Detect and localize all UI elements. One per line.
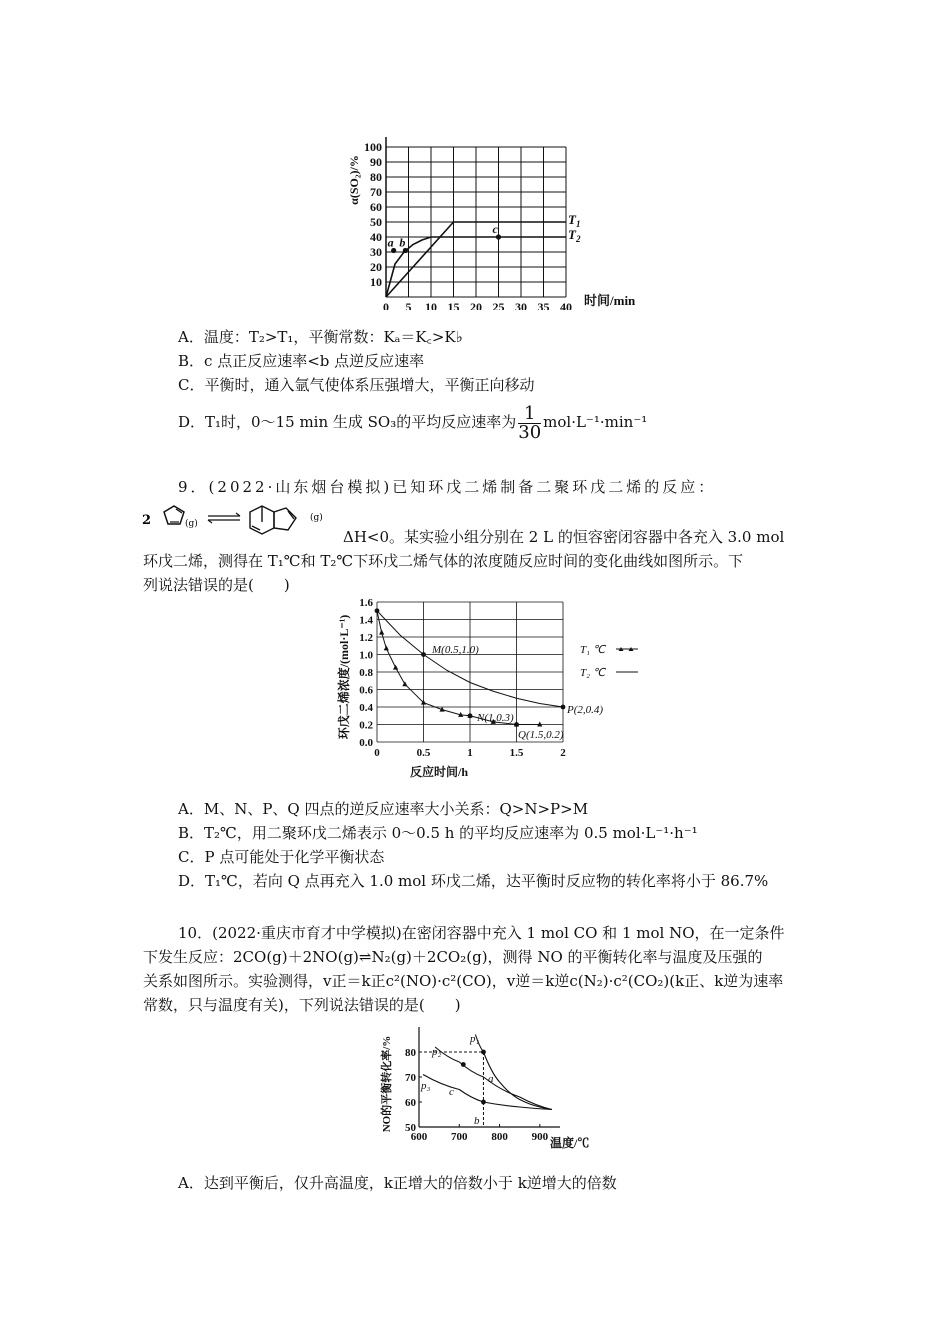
data-point-label-a: a xyxy=(387,235,394,250)
fraction-numerator: 1 xyxy=(518,405,541,424)
y-tick-label: 0.2 xyxy=(359,719,373,732)
y-tick-label: 50 xyxy=(405,1122,416,1134)
y-tick-label: 20 xyxy=(370,260,382,274)
x-tick-label: 2 xyxy=(560,747,566,759)
y-tick-label: 90 xyxy=(370,155,382,169)
q8-option-c: C．平衡时，通入氩气使体系压强增大，平衡正向移动 xyxy=(178,376,535,394)
y-tick-label: 0.0 xyxy=(359,737,373,749)
cyclopentadiene-concentration-chart xyxy=(330,592,660,782)
chart1-ylabel: α(SO₂)/% xyxy=(347,155,361,205)
series-t1-marker xyxy=(393,665,398,670)
x-tick-label: 1 xyxy=(467,747,473,759)
chart1-series-label-t1: $T_1$ xyxy=(568,212,581,229)
chart2-ylabel: 环戊二烯浓度/(mol·L⁻¹) xyxy=(337,614,351,740)
reactant-state: (g) xyxy=(185,519,198,529)
q8-option-d-text: D．T₁时，0～15 min 生成 SO₃的平均反应速率为 xyxy=(178,413,517,431)
so2-conversion-chart xyxy=(340,120,700,310)
chart3-ylabel: NO的平衡转化率/% xyxy=(381,1035,393,1133)
y-tick-label: 0.8 xyxy=(359,667,373,679)
y-tick-label: 100 xyxy=(364,140,382,154)
data-point-b xyxy=(481,1100,486,1105)
y-tick-label: 1.4 xyxy=(359,614,373,627)
y-tick-label: 50 xyxy=(370,215,382,229)
y-tick-label: 0.6 xyxy=(359,684,373,697)
chart3-xlabel: 温度/℃ xyxy=(550,1136,590,1150)
y-tick-label: 80 xyxy=(405,1047,416,1059)
q9-stem-line2: ΔH<0。某实验小组分别在 2 L 的恒容密闭容器中各充入 3.0 mol xyxy=(343,528,785,546)
cyclopentadiene-icon xyxy=(164,506,184,524)
y-tick-label: 70 xyxy=(370,185,382,199)
chart3-label-p1: p₁ xyxy=(470,1033,480,1045)
y-tick-label: 1.0 xyxy=(359,649,373,662)
q9-option-b: B．T₂℃，用二聚环戊二烯表示 0～0.5 h 的平均反应速率为 0.5 mol·L⁻¹·h⁻¹ xyxy=(178,824,698,842)
data-point-p xyxy=(561,705,566,710)
q10-stem-line4: 常数，只与温度有关)，下列说法错误的是( ) xyxy=(143,996,461,1014)
data-point-label-c: c xyxy=(492,222,498,236)
chart2-label-p: P(2,0.4) xyxy=(567,704,604,716)
data-point-n xyxy=(468,713,473,718)
series-line-t1 xyxy=(377,611,540,725)
chart2-label-q: Q(1.5,0.2) xyxy=(518,729,564,741)
chart2-xlabel: 反应时间/h xyxy=(410,765,469,779)
chart2-label-m: M(0.5,1.0) xyxy=(432,644,479,656)
chart3-label-p3: p₃ xyxy=(421,1080,431,1092)
q9-stem-line4: 列说法错误的是( ) xyxy=(143,576,290,594)
chart3-label-b: b xyxy=(474,1115,480,1127)
x-tick-label: 900 xyxy=(531,1131,549,1143)
series-t1-marker xyxy=(379,630,384,635)
start-point xyxy=(375,608,380,613)
x-tick-label: 40 xyxy=(560,300,572,310)
data-point-label-b: b xyxy=(399,235,406,250)
q8-option-d-fraction xyxy=(518,402,542,443)
y-tick-label: 30 xyxy=(370,245,382,259)
series-line-p2 xyxy=(435,1047,552,1110)
data-point-c xyxy=(461,1062,466,1067)
chart3-label-p2: p₂ xyxy=(432,1046,442,1058)
x-tick-label: 600 xyxy=(410,1131,428,1143)
q10-stem-line2: 下发生反应：2CO(g)＋2NO(g)⇌N₂(g)＋2CO₂(g)，测得 NO 的平衡转化率与温度及压强的 xyxy=(143,948,763,966)
x-tick-label: 15 xyxy=(447,300,460,310)
reaction-coefficient: 2 xyxy=(142,513,152,528)
y-tick-label: 40 xyxy=(370,230,382,244)
x-tick-label: 0.5 xyxy=(416,747,431,759)
x-tick-label: 1.5 xyxy=(509,747,524,759)
y-tick-label: 1.6 xyxy=(359,597,373,609)
chart3-label-a: a xyxy=(488,1073,494,1085)
q10-stem-line1: 10．(2022·重庆市育才中学模拟)在密闭容器中充入 1 mol CO 和 1 mol NO，在一定条件 xyxy=(178,924,785,942)
data-point-a xyxy=(481,1050,486,1055)
no-conversion-chart xyxy=(370,1012,610,1152)
x-tick-label: 10 xyxy=(425,300,437,310)
q9-option-d: D．T₁℃，若向 Q 点再充入 1.0 mol 环戊二烯，达平衡时反应物的转化率将小于 86.7% xyxy=(178,872,769,890)
y-tick-label: 80 xyxy=(370,170,382,184)
chart2-legend-t1: T₁ ℃ xyxy=(580,644,606,656)
y-tick-label: 0.4 xyxy=(359,702,373,714)
q8-option-b: B．c 点正反应速率<b 点逆反应速率 xyxy=(178,352,425,370)
equilibrium-arrow-icon xyxy=(208,513,240,523)
q9-option-a: A．M、N、P、Q 四点的逆反应速率大小关系：Q>N>P>M xyxy=(178,800,589,818)
product-state: (g) xyxy=(310,513,323,523)
data-point-q xyxy=(514,722,519,727)
y-tick-label: 1.2 xyxy=(359,632,373,644)
series-line-p1 xyxy=(475,1035,552,1110)
q10-option-a: A．达到平衡后，仅升高温度，k正增大的倍数小于 k逆增大的倍数 xyxy=(178,1174,617,1192)
q8-option-a: A．温度：T₂>T₁，平衡常数：Kₐ＝K꜀>K♭ xyxy=(178,328,463,346)
q9-option-c: C．P 点可能处于化学平衡状态 xyxy=(178,848,385,866)
chart1-xlabel: 时间/min xyxy=(584,293,636,308)
x-tick-label: 0 xyxy=(374,747,380,759)
chart2-label-n: N(1,0.3) xyxy=(477,712,514,724)
x-tick-label: 20 xyxy=(470,300,482,310)
q9-reaction-equation xyxy=(140,498,340,544)
x-tick-label: 700 xyxy=(451,1131,468,1143)
q9-stem-line1: 9．(2022·山东烟台模拟)已知环戊二烯制备二聚环戊二烯的反应： xyxy=(178,478,717,496)
x-tick-label: 5 xyxy=(405,300,412,310)
x-tick-label: 25 xyxy=(492,300,505,310)
q10-stem-line3: 关系如图所示。实验测得，v正＝k正c²(NO)·c²(CO)，v逆＝k逆c(N₂)·c²(CO₂)(k正、k逆为速率 xyxy=(143,972,784,990)
x-tick-label: 30 xyxy=(515,300,527,310)
q9-stem-line3: 环戊二烯，测得在 T₁℃和 T₂℃下环戊二烯气体的浓度随反应时间的变化曲线如图所示。下 xyxy=(143,552,744,570)
fraction-denominator: 30 xyxy=(518,421,542,443)
series-t1-marker xyxy=(384,645,389,650)
x-tick-label: 35 xyxy=(537,300,550,310)
y-tick-label: 60 xyxy=(370,200,382,214)
chart3-label-c: c xyxy=(449,1086,454,1098)
y-tick-label: 60 xyxy=(405,1097,416,1109)
dicyclopentadiene-icon xyxy=(250,506,296,534)
chart2-legend-t2: T₂ ℃ xyxy=(580,667,606,679)
y-tick-label: 10 xyxy=(370,275,382,289)
q8-option-d xyxy=(178,398,647,446)
q8-option-d-unit: mol·L⁻¹·min⁻¹ xyxy=(543,413,648,431)
chart1-series-label-t2: $T_2$ xyxy=(568,227,581,244)
data-point-m xyxy=(421,652,426,657)
y-tick-label: 70 xyxy=(405,1072,416,1084)
x-tick-label: 800 xyxy=(491,1131,508,1143)
x-tick-label: 0 xyxy=(383,300,389,310)
